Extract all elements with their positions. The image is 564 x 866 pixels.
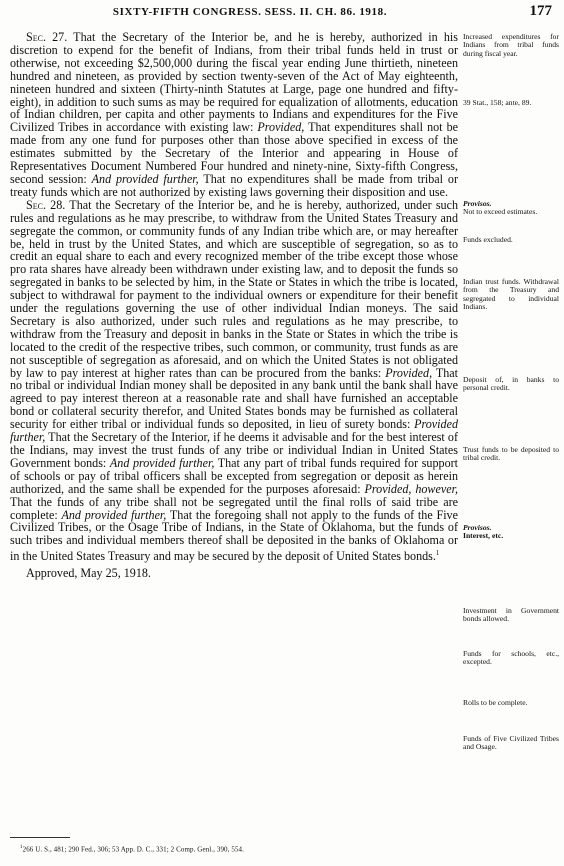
page-header [0, 3, 564, 26]
section-28-text-b: That no tribal or individual Indian money shall be deposited in any bank until the bank shall have agreed to pay interest thereon at a reasonable rate and shall have furnished an acceptable bond or collateral security therefor, and United States bonds may be furnished as collateral security for either tribal or individual funds so deposited, in lieu of surety bonds: [10, 365, 458, 432]
margin-note-rolls: Rolls to be complete. [463, 698, 528, 707]
proviso-provided: Provided, [257, 120, 305, 135]
section-28-label: Sec. 28. [26, 197, 66, 212]
margin-note-trust-funds-deposited: Trust funds to be deposited to tribal credit. [463, 445, 559, 463]
section-28-text-c: That the Secretary of the Interior, if he deems it advisable and for the best interest of the Indians, may invest the trust funds of any tribe or individual Indian in United States Government bonds: [10, 430, 458, 470]
margin-note-increased-expenditures: Increased expenditures for Indians from tribal funds during fiscal year. [463, 32, 559, 58]
proviso-and-provided-further: And provided further, [91, 171, 199, 186]
proviso-and-provided-further-2: And provided further, [61, 507, 167, 522]
section-28-text-e: That the funds of any tribe shall not be segregated until the final rolls of said tribe are complete: [10, 494, 458, 522]
margin-note-deposit-in-banks: Deposit of, in banks to personal credit. [463, 375, 559, 393]
proviso-and-provided-further: And provided further, [109, 455, 215, 470]
section-28-text-a: That the Secretary of the Interior be, and he is hereby, authorized, under such rules and regulations as he may prescribe, to withdraw from the United States Treasury and segregate the common, or community funds of any Indian tribe which are, or may hereafter be, held in trust by the United States, and which are susceptible of segregation, so as to credit an equal share to each and every recognized member of the tribe except those whose pro rata shares have already been withdrawn under existing law, and to deposit the funds so segregated in banks to be selected by him, in the State or States in which the tribe is located, subject to withdrawal for payment to the individual owners or expenditure for their benefit under the regulations governing the use of other individual Indian moneys. The said Secretary is also authorized, under such rules and regulations as he may prescribe, to withdraw from the Treasury and deposit in banks in the State or States in which the tribe is located to the credit of the respective tribes, such common, or community, trust funds as are not susceptible of segregation as aforesaid, and on which the United States is not obligated by law to pay interest at higher rates than can be procured from the banks: [10, 197, 458, 380]
proviso-provided: Provided, [385, 365, 433, 380]
section-28-text-d: That any part of tribal funds required for support of schools or pay of tribal officers shall be excepted from segregation or deposit as herein authorized, and the same shall be expended for the purposes aforesaid: [10, 455, 458, 496]
statute-text [10, 31, 458, 580]
margin-note-five-civilized-tribes: Funds of Five Civilized Tribes and Osage. [463, 734, 559, 752]
proviso-provided-further: Provided further, [10, 417, 458, 445]
margin-note-indian-trust-funds: Indian trust funds. Withdrawal from the Treasury and segregated to individual Indians. [463, 277, 559, 312]
footnote-text: 266 U. S., 481; 290 Fed., 306; 53 App. D. C., 331; 2 Comp. Genl., 390, 554. [22, 845, 245, 854]
section-28-text-f: That the foregoing shall not apply to the funds of the Five Civilized Tribes, or the Osage Tribe of Indians, in the State of Oklahoma, but the funds of such tribes and individual members thereof shall be deposited in the banks of Oklahoma or in the United States Treasury and may be secured by the deposit of United States bonds. [10, 507, 458, 564]
interest-note: Interest, etc. [463, 531, 504, 541]
not-exceed-note: Not to exceed estimates. [463, 207, 538, 217]
section-27 [10, 31, 458, 199]
margin-note-funds-excluded: Funds excluded. [463, 235, 513, 244]
margin-note-statute-reference: 39 Stat., 158; ante, 89. [463, 98, 532, 107]
page-number: 177 [529, 3, 552, 19]
section-27-text-a: That the Secretary of the Interior be, and he is hereby, authorized in his discretion to expend for the benefit of Indians, from their tribal funds held in trust or otherwise, not exceeding $2,500,000 during the fiscal year ending June thirtieth, nineteen hundred and nineteen, as provided by section twenty-seven of the Act of May eighteenth, nineteen hundred and sixteen (Thirty-ninth Statutes at Large, page one hundred and fifty-eight), in addition to such sums as may be required for equalization of allotments, education of Indian children, per capita and other payments to Indians and expenditures for the Five Civilized Tribes in accordance with existing law: [10, 30, 458, 135]
proviso-provided-however: Provided, however, [364, 481, 458, 496]
section-27-text-c: That no expenditures shall be made from tribal or treaty funds which are not authorized by existing laws governing their disposition and use. [10, 171, 458, 199]
section-27-label: Sec. 27. [26, 30, 68, 44]
margin-note-schools: Funds for schools, etc., excepted. [463, 649, 559, 667]
provisos-label: Provisos. [463, 523, 492, 532]
footnote [20, 845, 244, 853]
margin-note-provisos [463, 200, 559, 217]
provisos-label: Provisos. [463, 199, 492, 208]
footnote-reference: 1 [435, 549, 440, 558]
footnote-divider [10, 837, 70, 838]
running-head: SIXTY-FIFTH CONGRESS. SESS. II. CH. 86. 1918. [112, 6, 388, 18]
approval-date: Approved, May 25, 1918. [26, 566, 151, 581]
section-27-text-b: That expenditures shall not be made from any one fund for purposes other than those above specified in excess of the estimates submitted by the Secretary of the Interior and appearing in House of Representatives Document Numbered Four hundred and ninety-nine, Sixty-fifth Congress, second session: [10, 120, 458, 186]
footnote-mark: 1 [20, 845, 23, 850]
section-28 [10, 199, 458, 563]
margin-note-provisos-interest [463, 524, 559, 541]
margin-note-investment: Investment in Government bonds allowed. [463, 606, 559, 624]
